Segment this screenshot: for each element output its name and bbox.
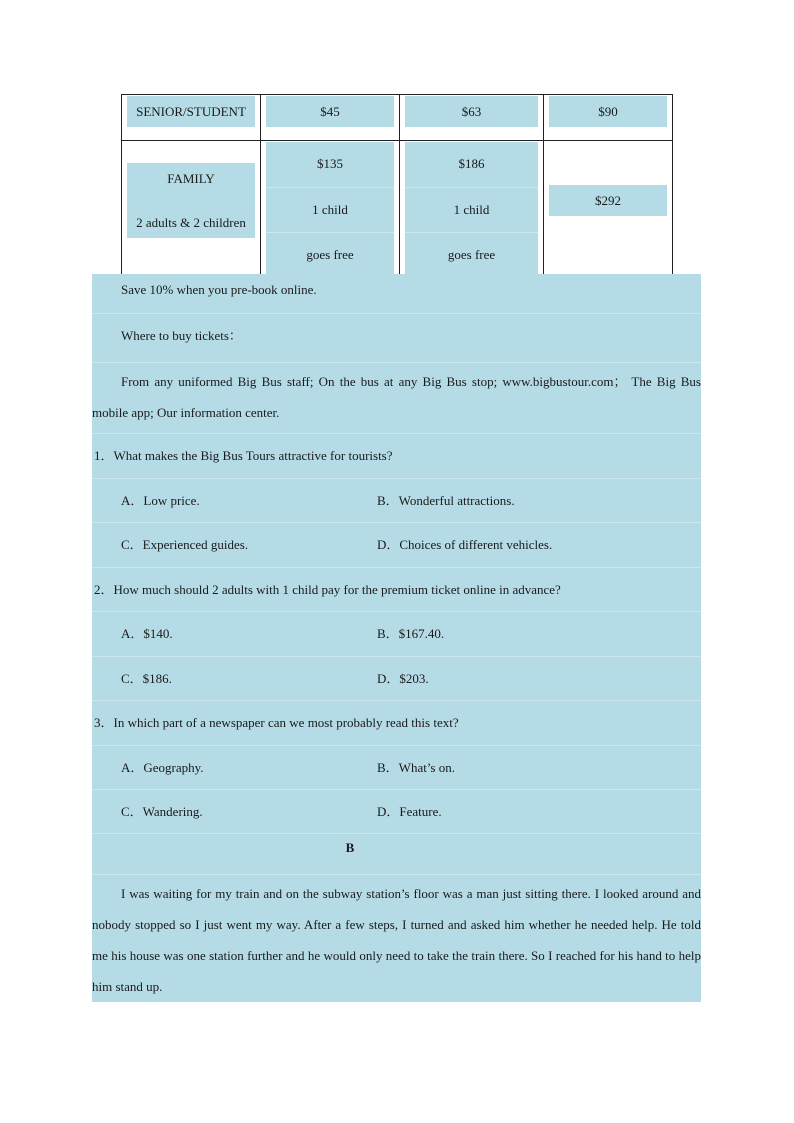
family-price-2-note2: goes free (405, 232, 538, 278)
table-cell (400, 95, 544, 141)
option-c[interactable]: C．$186. (121, 671, 172, 686)
family-price-2: $186 (458, 156, 485, 171)
section-b-paragraph: I was waiting for my train and on the subway station’s floor was a man just sitting there. I looked around and nobody stopped so I just went my way. After a few steps, I turned and asked him whether he needed help. He told me his house was one station further and he would only need to take the train there. So I reached for his hand to help him stand up. (92, 874, 701, 1002)
price-table (121, 94, 673, 275)
table-cell (261, 141, 400, 275)
question-3-options-row-1 (92, 745, 701, 789)
senior-price-3: $90 (598, 103, 618, 119)
table-row-senior (122, 95, 673, 141)
family-price-2-note: 1 child (405, 187, 538, 233)
family-price-1-note2: goes free (266, 232, 394, 278)
question-2: 2．How much should 2 adults with 1 child pay for the premium ticket online in advance? (92, 567, 701, 611)
option-c[interactable]: C．Experienced guides. (121, 537, 249, 552)
option-a[interactable]: A．Low price. (121, 493, 200, 508)
option-a[interactable]: A．$140. (121, 626, 173, 641)
family-price-1-note: 1 child (266, 187, 394, 233)
table-cell (544, 141, 673, 275)
question-1-options-row-2 (92, 522, 701, 566)
option-d[interactable]: D．Feature. (377, 804, 442, 819)
option-d[interactable]: D．Choices of different vehicles. (377, 537, 553, 552)
question-2-options-row-2 (92, 656, 701, 700)
senior-label: SENIOR/STUDENT (136, 103, 246, 119)
question-1: 1．What makes the Big Bus Tours attractive for tourists? (92, 433, 701, 477)
senior-price-2: $63 (461, 103, 482, 119)
where-to-buy-paragraph: From any uniformed Big Bus staff; On the bus at any Big Bus stop; www.bigbustour.com； The Big Bus mobile app; Our information center. (92, 362, 701, 438)
family-price-1: $135 (317, 156, 343, 171)
where-line: Where to buy tickets： (92, 313, 701, 357)
question-1-options-row-1 (92, 478, 701, 522)
option-c[interactable]: C．Wandering. (121, 804, 203, 819)
table-cell (544, 95, 673, 141)
option-b[interactable]: B．$167.40. (377, 626, 445, 641)
question-3-options-row-2 (92, 789, 701, 833)
table-cell (261, 95, 400, 141)
family-price-3: $292 (595, 192, 621, 208)
table-row-family (122, 141, 673, 275)
table-cell (400, 141, 544, 275)
family-sublabel: 2 adults & 2 children (136, 214, 246, 230)
option-b[interactable]: B．What’s on. (377, 760, 455, 775)
save-line: Save 10% when you pre-book online. (121, 282, 317, 297)
table-cell (122, 95, 261, 141)
senior-price-1: $45 (320, 103, 340, 119)
family-label: FAMILY (167, 170, 215, 186)
table-cell (122, 141, 261, 275)
option-b[interactable]: B．Wonderful attractions. (377, 493, 515, 508)
question-3: 3．In which part of a newspaper can we most probably read this text? (92, 700, 701, 744)
option-a[interactable]: A．Geography. (121, 760, 204, 775)
option-d[interactable]: D．$203. (377, 671, 429, 686)
question-2-options-row-1 (92, 611, 701, 655)
section-heading: B (345, 840, 355, 855)
